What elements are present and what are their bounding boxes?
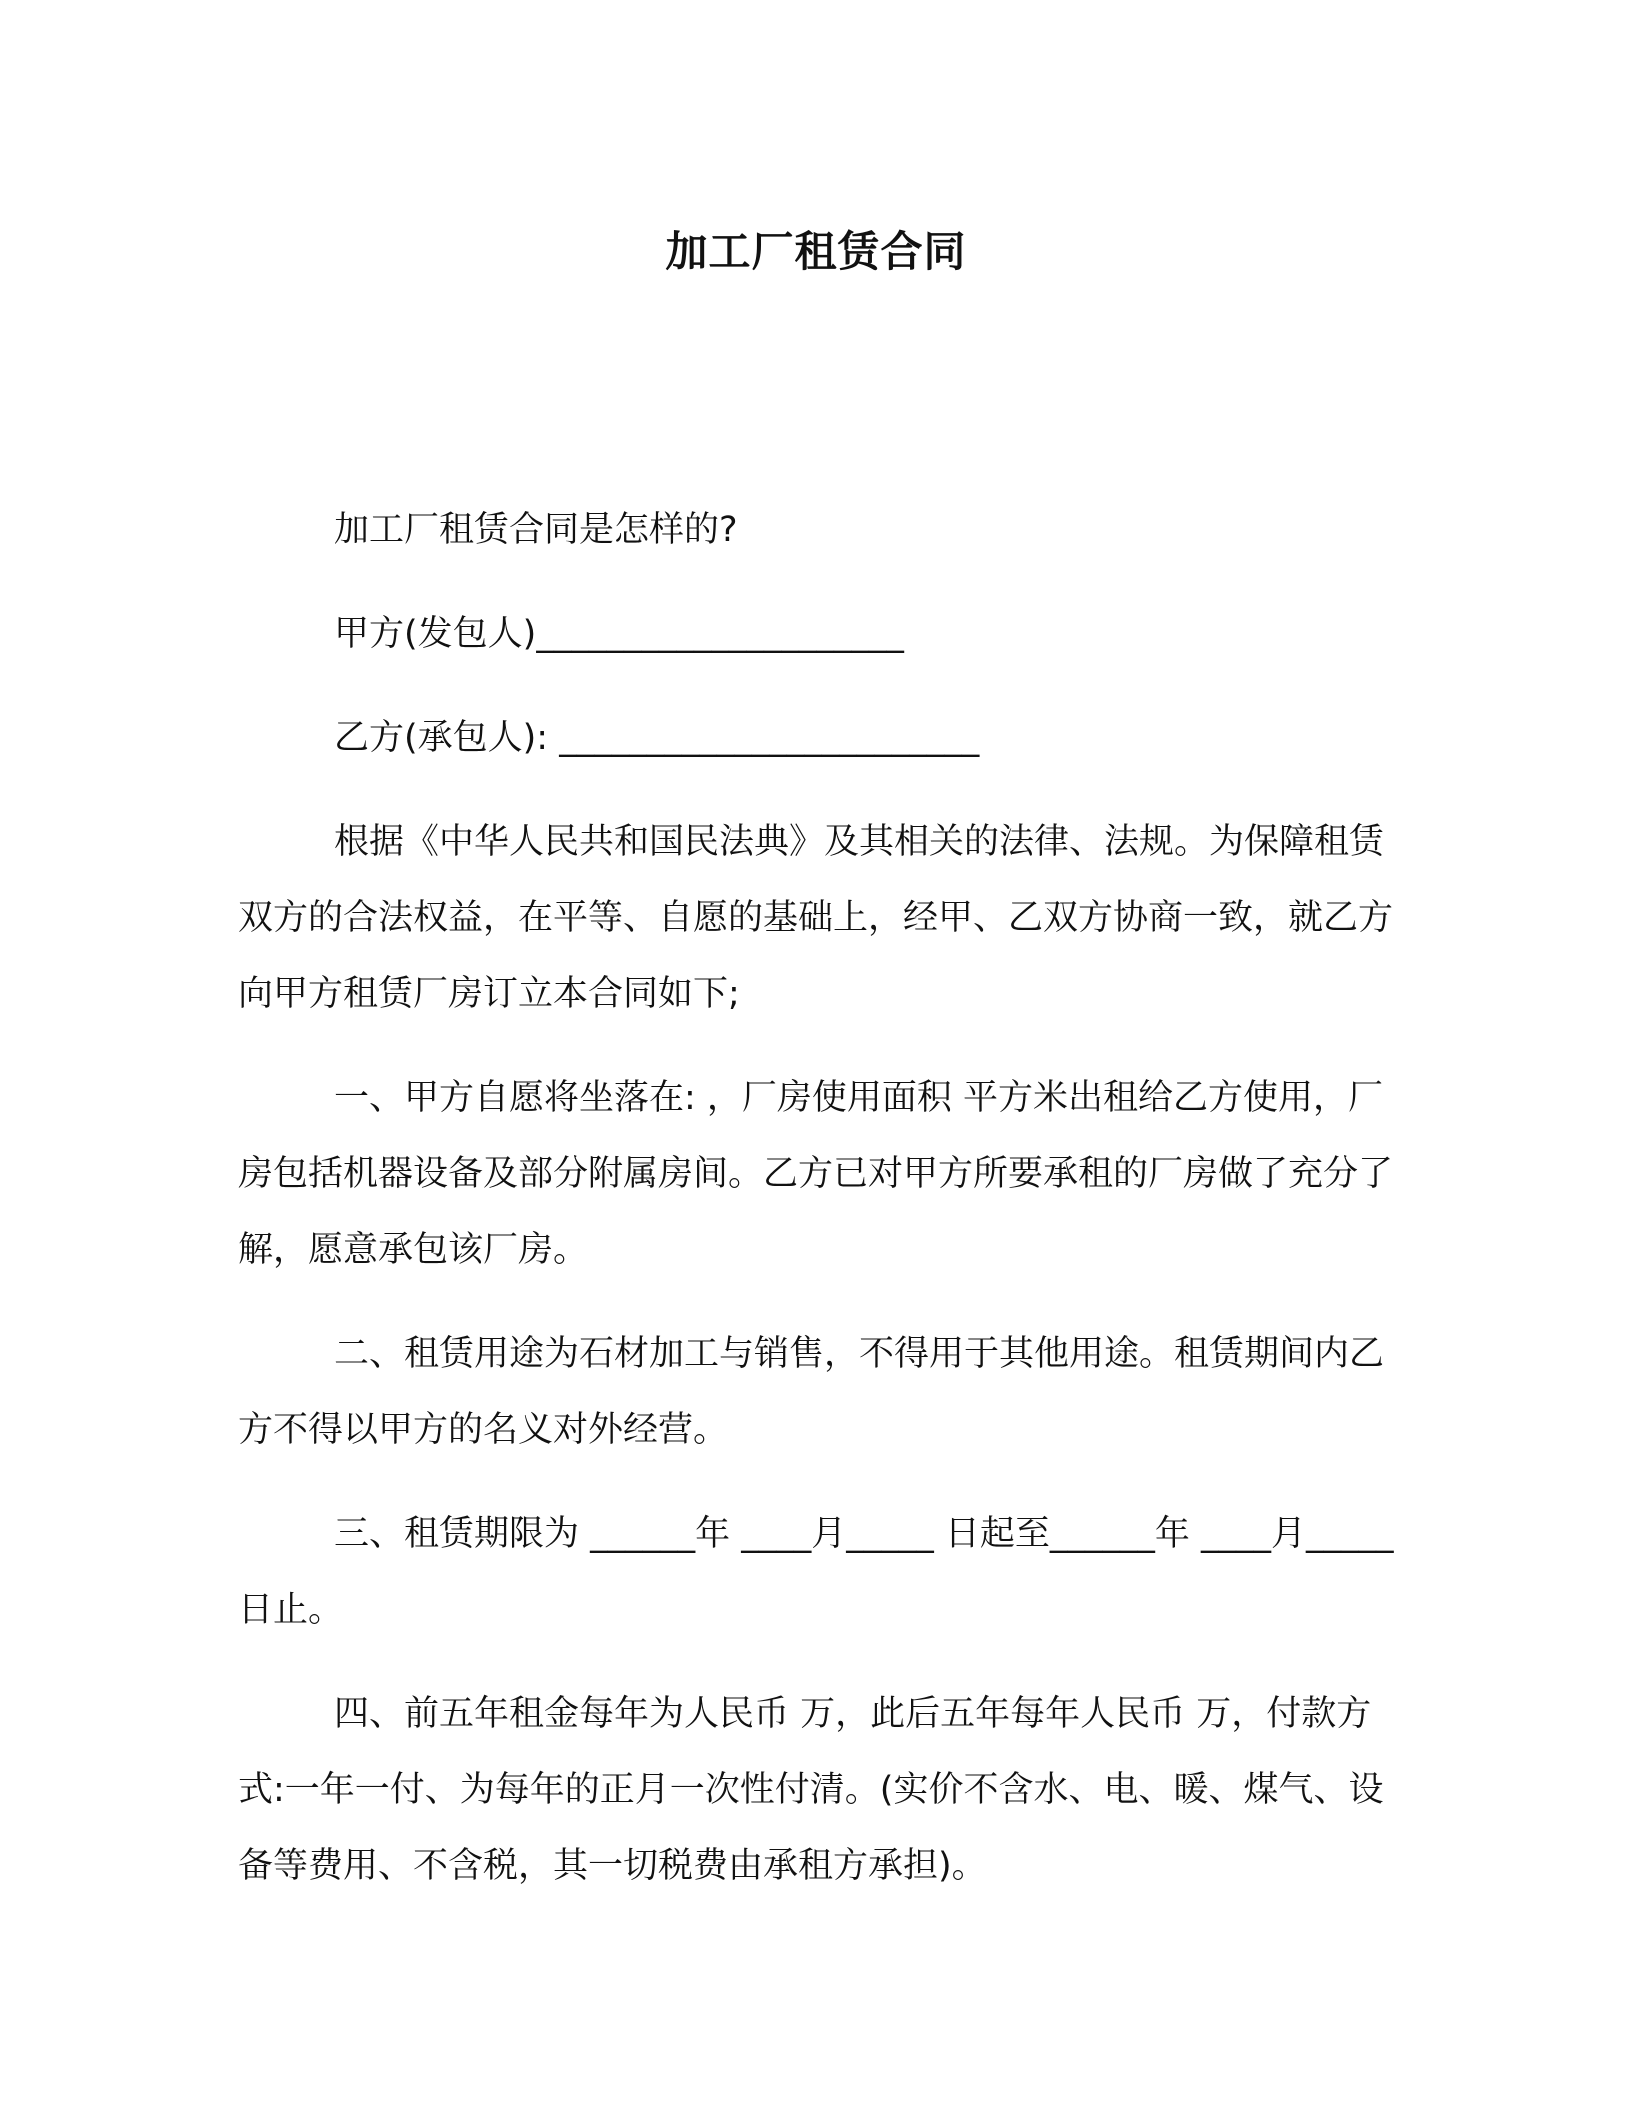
clause-2-paragraph: 二、租赁用途为石材加工与销售，不得用于其他用途。租赁期间内乙方不得以甲方的名义对外经营。 bbox=[238, 1334, 1385, 1450]
clause-4-paragraph: 四、前五年租金每年为人民币 万，此后五年每年人民币 万，付款方式:一年一付、为每年的正月一次性付清。(实价不含水、电、暖、煤气、设备等费用、不含税，其一切税费由承租方承担)。 bbox=[238, 1694, 1384, 1886]
party-a-label: 甲方(发包人) bbox=[334, 614, 537, 654]
preamble-paragraph: 根据《中华人民共和国民法典》及其相关的法律、法规。为保障租赁双方的合法权益，在平等、自愿的基础上，经甲、乙双方协商一致，就乙方向甲方租赁厂房订立本合同如下; bbox=[238, 822, 1394, 1014]
party-a-line bbox=[238, 596, 1398, 672]
party-b-blank: ________________________ bbox=[559, 718, 980, 758]
document-title: 加工厂租赁合同 bbox=[665, 227, 967, 276]
party-b-line bbox=[238, 700, 1398, 776]
clause-3-paragraph: 三、租赁期限为 ______年 ____月_____ 日起至______年 ____月_____ 日止。 bbox=[238, 1514, 1394, 1630]
party-a-blank: _____________________ bbox=[536, 614, 904, 654]
document-body bbox=[238, 492, 1398, 1932]
party-b-label: 乙方(承包人): bbox=[334, 718, 549, 758]
clause-1-paragraph: 一、甲方自愿将坐落在: ，厂房使用面积 平方米出租给乙方使用，厂房包括机器设备及部分附属房间。乙方已对甲方所要承租的厂房做了充分了解，愿意承包该厂房。 bbox=[238, 1078, 1394, 1270]
question-line: 加工厂租赁合同是怎样的? bbox=[334, 510, 738, 550]
